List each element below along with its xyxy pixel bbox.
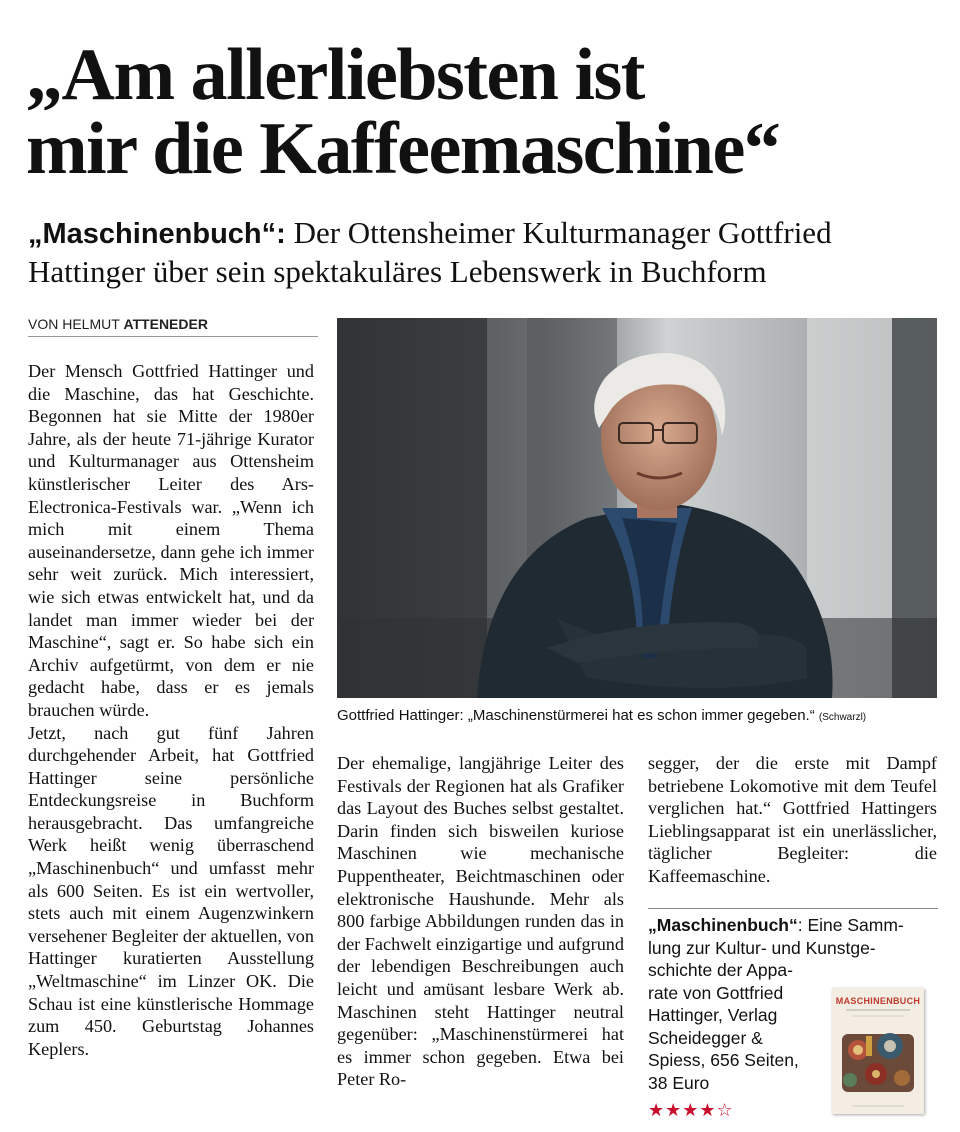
infobox-line-7: Spiess, 656 Seiten,: [648, 1050, 799, 1070]
infobox-line-5: Hattinger, Verlag: [648, 1005, 778, 1025]
headline: [26, 34, 946, 190]
headline-line-1: „Am allerliebsten ist: [26, 34, 644, 116]
photo-credit: (Schwarzl): [818, 712, 867, 723]
caption-text: Gottfried Hattinger: „Maschinenstürmerei hat es schon immer gegeben.“: [337, 707, 815, 724]
book-cover-title: MASCHINENBUCH: [835, 996, 921, 1006]
paragraph: Der ehemalige, langjährige Leiter des Festivals der Regionen hat als Grafiker das Layout des Buches selbst gestaltet. Darin finden sich bisweilen kuriose Maschinen wie mechanische Puppentheater, Beichtmaschinen oder elektronische Haushunde. Mehr als 800 farbige Abbildungen runden das in der Fachwelt einzigartige und aufgrund der lebendigen Beschreibungen auch leicht und amüsant lesbare Werk ab. Maschinen steht Hattinger neutral gegenüber: „Maschinenstürmerei hat es immer schon gegeben. Etwa bei Peter Ro-: [337, 753, 624, 1090]
book-cover-image: [832, 988, 924, 1114]
photo-caption: [337, 707, 937, 724]
byline-prefix: VON HELMUT: [28, 316, 124, 332]
infobox-line-1: : Eine Samm-: [797, 915, 904, 935]
subheadline: [28, 214, 938, 290]
article-column-1: [28, 360, 314, 1060]
article-column-2: [337, 752, 624, 1091]
article-column-3: [648, 752, 937, 888]
byline: [28, 316, 318, 337]
paragraph: segger, der die erste mit Dampf betriebene Lokomotive mit dem Teufel verglichen hat.“ Gottfried Hattingers Lieblingsapparat ist ein unerlässlicher, täglicher Begleiter: die Kaffeemaschine.: [648, 753, 937, 886]
rating-stars: ★★★★☆: [648, 1100, 734, 1121]
headline-line-2: mir die Kaffeemaschine“: [26, 108, 780, 190]
infobox-title: „Maschinenbuch“: [648, 915, 798, 935]
infobox-line-3: schichte der Appa-: [648, 960, 793, 980]
article-photo: [337, 318, 937, 698]
infobox-line-4: rate von Gottfried: [648, 982, 784, 1003]
subheadline-lead: „Maschinenbuch“:: [28, 218, 286, 250]
infobox-line-2: lung zur Kultur- und Kunstge-: [648, 937, 876, 958]
infobox-line-8: 38 Euro: [648, 1072, 710, 1093]
paragraph: Jetzt, nach gut fünf Jahren durchgehender Arbeit, hat Gottfried Hattinger seine persönliche Entdeckungsreise in Buchform herausgebracht. Das umfangreiche Werk heißt wenig überraschend „Maschinenbuch“ und umfasst mehr als 600 Seiten. Es ist ein wertvoller, stets auch mit einem Augenzwinkern versehener Begleiter der aktuellen, von Hattinger kuratierten Ausstellung „Weltmaschine“ im Linzer OK. Die Schau ist eine künstlerische Hommage zum 450. Geburtstag Johannes Keplers.: [28, 722, 314, 1059]
infobox-line-6: Scheidegger &: [648, 1027, 763, 1048]
paragraph: Der Mensch Gottfried Hattinger und die Maschine, das hat Geschichte. Begonnen hat sie Mitte der 1980er Jahre, als der heute 71-jährige Kurator und Kulturmanager aus Ottensheim künstlerischer Leiter des Ars-Electronica-Festivals war. „Wenn ich mich mit einem Thema auseinandersetze, dann gehe ich immer sehr weit zurück. Mich interessiert, wie sich etwas entwickelt hat, und da landet man immer wieder bei der Maschine“, sagt er. So habe sich ein Archiv aufgetürmt, von dem er nie gedacht habe, dass er es jemals brauchen würde.: [28, 361, 314, 720]
portrait-photo-illustration: [337, 318, 937, 698]
infobox-divider: [648, 908, 938, 909]
byline-author: ATTENEDER: [123, 316, 208, 332]
book-cover-machine-illustration: [832, 988, 924, 1114]
subheadline-text: Der Ottensheimer Kulturmanager Gottfried Hattinger über sein spektakuläres Lebenswerk in Buchform: [28, 215, 832, 289]
